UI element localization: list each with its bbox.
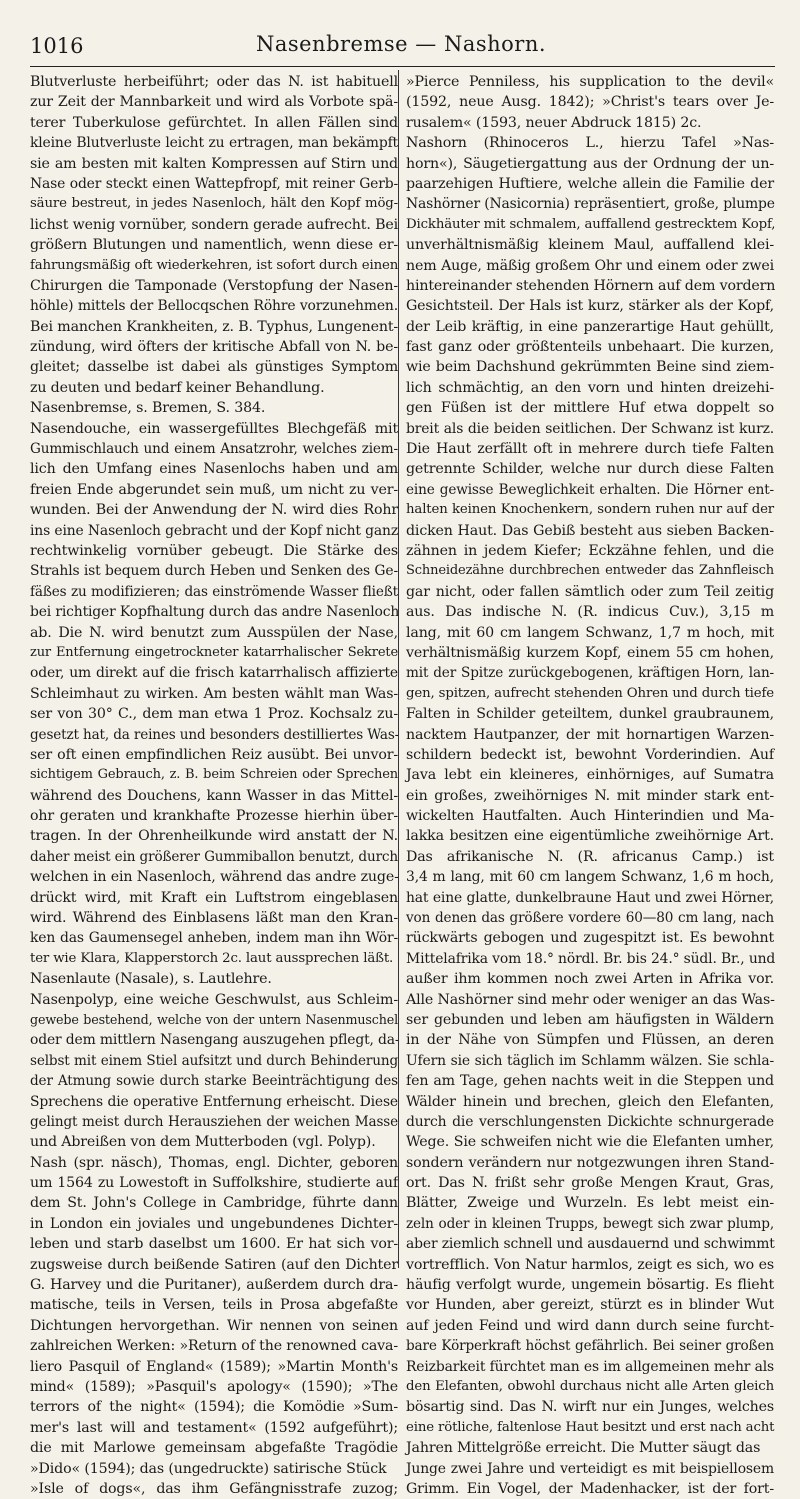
text-line: Dickhäuter mit schmalem, auffallend gestrecktem Kopf, (406, 216, 776, 232)
text-line: eine gewisse Beweglichkeit erhalten. Die Hörner ent- (406, 481, 774, 498)
text-line: aus. Das indische N. (R. indicus Cuv.), 3,15 m (406, 604, 774, 621)
text-line: paarzehigen Huftiere, welche allein die Familie der (406, 175, 774, 192)
left-column (30, 72, 400, 1497)
text-line: »Isle of dogs«, das ihm Gefängnisstrafe zuzog; (30, 1480, 398, 1497)
page-number: 1016 (30, 34, 84, 58)
text-line: gen Füßen ist der mittlere Huf etwa doppelt so (406, 400, 774, 417)
text-line: in der Nähe von Sümpfen und Flüssen, an deren (406, 1032, 774, 1049)
text-line: Falten in Schilder geteiltem, dunkel graubraunem, (406, 706, 774, 723)
text-line: oder, um direkt auf die frisch katarrhalisch affizierte (30, 665, 398, 682)
text-line: terer Tuberkulose gefürchtet. In allen Fällen sind (30, 114, 398, 131)
text-line: lichst wenig vornüber, sondern gerade aufrecht. Bei (30, 216, 398, 233)
text-line: Blutverluste herbeiführt; oder das N. ist habituell (30, 74, 398, 90)
text-line: verhältnismäßig kurzem Kopf, einem 55 cm hohen, (406, 644, 774, 661)
text-line: nacktem Hautpanzer, der mit hornartigen Warzen- (406, 726, 774, 743)
text-line: rückwärts gebogen und zugespitzt ist. Es bewohnt (406, 930, 774, 947)
text-line: sie am besten mit kalten Kompressen auf Stirn und (30, 155, 398, 172)
text-line: ab. Die N. wird benutzt zum Ausspülen der Nase, (30, 624, 398, 641)
text-line: Schleimhaut zu wirken. Am besten wählt man Was- (30, 685, 398, 702)
text-line: mit der Spitze zurückgebogenen, kräftigen Horn, lan- (406, 665, 774, 682)
text-line: eine rötliche, faltenlose Haut besitzt und erst nach acht (406, 1419, 775, 1435)
text-line: »Dido« (1594); das (ungedruckte) satirische Stück (30, 1460, 387, 1477)
text-line: Wälder hinein und brechen, gleich den Elefanten, (406, 1093, 774, 1110)
text-line: lich schmächtig, an den vorn und hinten dreizehi- (406, 379, 774, 396)
text-line: nem Auge, mäßig großem Ohr und einem oder zwei (406, 257, 774, 274)
text-line: Schneidezähne durchbrechen entweder das Zahnfleisch (406, 563, 774, 579)
text-line: durch die verschlungensten Dickichte schnurgerade (406, 1113, 774, 1130)
text-line: zur Entfernung eingetrockneter katarrhalischer Sekrete (30, 644, 398, 660)
column-divider (398, 70, 399, 1268)
text-line: hat eine glatte, dunkelbraune Haut und zwei Hörner, (406, 889, 774, 906)
text-line: zähnen in jedem Kiefer; Eckzähne fehlen, und die (406, 542, 774, 559)
text-line: Java lebt ein kleineres, einhörniges, auf Sumatra (406, 767, 774, 784)
text-line: sichtigem Gebrauch, z. B. beim Schreien oder Sprechen (30, 767, 398, 783)
text-line: terrors of the night« (1594); die Komödie »Sum- (30, 1399, 398, 1416)
text-line: ser gebunden und leben am häufigsten in Wäldern (406, 1011, 774, 1028)
text-line: Mittelafrika vom 18.° nördl. Br. bis 24.° südl. Br., und (406, 950, 776, 967)
text-line: ins eine Nasenloch gebracht und der Kopf nicht ganz (30, 522, 398, 539)
text-line: wunden. Bei der Anwendung der N. wird dies Rohr (30, 502, 398, 519)
text-line: welchen in ein Nasenloch, während das andre zuge- (30, 869, 399, 886)
text-line: Ufern sie sich täglich im Schlamm wälzen. Sie schla- (406, 1052, 774, 1069)
page-header (30, 28, 772, 62)
text-line: Strahls ist bequem durch Heben und Senken des Ge- (30, 563, 398, 580)
text-line: Grimm. Ein Vogel, der Madenhacker, ist der fort- (406, 1480, 774, 1497)
text-line: gesetzt hat, da reines und besonders destilliertes Was- (30, 726, 400, 743)
text-line: Nashörner (Nasicornia) repräsentiert, große, plumpe (406, 196, 775, 213)
text-line: zahlreichen Werken: »Return of the renowned cava- (30, 1338, 398, 1355)
text-line: G. Harvey und die Puritaner), außerdem durch dra- (30, 1277, 398, 1294)
text-line: und Abreißen von dem Mutterboden (vgl. Polyp). (30, 1134, 376, 1151)
text-line: zur Zeit der Mannbarkeit und wird als Vorbote spä- (30, 94, 398, 111)
text-line: höhle) mittels der Bellocqschen Röhre vorzunehmen. (30, 298, 398, 315)
text-line: ort. Das N. frißt sehr große Mengen Kraut, Gras, (406, 1175, 774, 1192)
text-line: Sprechens die operative Entfernung erheischt. Diese (30, 1093, 398, 1110)
text-line: ohr geraten und krankhafte Prozesse hierhin über- (30, 808, 398, 825)
text-line: lakka besitzen eine eigentümliche zweihörnige Art. (406, 828, 774, 845)
text-line: Alle Nashörner sind mehr oder weniger an das Was- (406, 991, 775, 1008)
text-line: fahrungsmäßig oft wiederkehren, ist sofort durch einen (30, 257, 399, 273)
text-line: freien Ende abgerundet sein muß, um nicht zu ver- (30, 481, 398, 498)
text-line: zündung, wird öfters der kritische Abfall von N. be- (30, 339, 398, 356)
text-line: ter wie Klara, Klapperstorch 2c. laut aussprechen läßt. (30, 950, 394, 966)
text-line: aber ziemlich schnell und ausdauernd und schwimmt (406, 1236, 775, 1253)
running-head: Nasenbremse — Nashorn. (255, 32, 547, 56)
text-line: ken das Gaumensegel anheben, indem man ihn Wör- (30, 930, 398, 947)
text-line: getrennte Schilder, welche nur durch diese Falten (406, 461, 774, 478)
text-line: »Pierce Penniless, his supplication to the devil« (406, 74, 774, 90)
text-line: mind« (1589); »Pasquil's apology« (1590); »The (30, 1379, 398, 1395)
text-line: von denen das größere vordere 60—80 cm lang, nach (406, 910, 774, 927)
text-line: (1592, neue Ausg. 1842); »Christ's tears over Je- (406, 94, 774, 111)
text-line: säure bestreut, in jedes Nasenloch, hält den Kopf mög- (30, 196, 398, 212)
text-line: gleitet; dasselbe ist dabei als günstiges Symptom (30, 359, 398, 376)
text-line: Gummischlauch und einem Ansatzrohr, welches ziem- (30, 441, 398, 458)
text-line: wie beim Dachshund gekrümmten Beine sind ziem- (406, 359, 774, 376)
text-line: Nase oder steckt einen Wattepfropf, mit reiner Gerb- (30, 175, 398, 192)
text-line: gelingt meist durch Herausziehen der weichen Masse (30, 1113, 398, 1130)
text-line: lang, mit 60 cm langem Schwanz, 1,7 m hoch, mit (406, 624, 774, 641)
text-line: vor Hunden, aber gereizt, stürzt es in blinder Wut (406, 1297, 774, 1314)
text-line: Bei manchen Krankheiten, z. B. Typhus, Lungenent- (30, 318, 399, 335)
text-line: ser von 30° C., dem man etwa 1 Proz. Kochsalz zu- (30, 706, 398, 723)
text-line: mer's last will and testament« (1592 aufgeführt); (30, 1419, 398, 1436)
text-line: dicken Haut. Das Gebiß besteht aus sieben Backen- (406, 522, 774, 539)
text-line: wickelten Hautfalten. Auch Hinterindien und Ma- (406, 808, 774, 825)
text-line: bösartig sind. Das N. wirft nur ein Junges, welches (406, 1399, 774, 1416)
text-line: Das afrikanische N. (R. africanus Camp.) ist (406, 848, 774, 865)
text-line: Blätter, Zweige und Wurzeln. Es lebt meist ein- (406, 1195, 774, 1212)
text-line: fast ganz oder größtenteils unbehaart. Die kurzen, (406, 339, 774, 356)
text-line: leben und starb daselbst um 1600. Er hat sich vor- (30, 1236, 398, 1253)
text-line: horn«), Säugetiergattung aus der Ordnung der un- (406, 155, 774, 172)
text-line: zeln oder in kleinen Trupps, bewegt sich zwar plump, (406, 1215, 774, 1232)
text-line: oder dem mittlern Nasengang auszugehen pflegt, da- (30, 1032, 400, 1049)
text-line: Junge zwei Jahre und verteidigt es mit beispiellosem (406, 1460, 774, 1477)
right-column (406, 72, 776, 1497)
text-line: Chirurgen die Tamponade (Verstopfung der Nasen- (30, 277, 398, 294)
text-line: Nasenlaute (Nasale), s. Lautlehre. (30, 971, 272, 988)
text-line: matische, teils in Versen, teils in Prosa abgefaßte (30, 1297, 398, 1314)
text-line: Nasenbremse, s. Bremen, S. 384. (30, 400, 266, 417)
text-line: ein großes, zweihörniges N. mit minder stark ent- (406, 787, 774, 804)
text-line: Nasenpolyp, eine weiche Geschwulst, aus Schleim- (30, 991, 398, 1008)
text-line: selbst mit einem Stiel aufsitzt und durch Behinderung (30, 1052, 398, 1069)
text-line: der Leib kräftig, in eine panzerartige Haut gehüllt, (406, 318, 774, 335)
text-line: Dichtungen hervorgethan. Wir nennen von seinen (30, 1317, 398, 1334)
text-line: vortrefflich. Von Natur harmlos, zeigt es sich, wo es (406, 1256, 774, 1273)
text-line: häufig verfolgt wurde, ungemein bösartig. Es flieht (406, 1277, 774, 1294)
text-line: zugsweise durch beißende Satiren (auf den Dichter (30, 1256, 398, 1273)
text-line: die mit Marlowe gemeinsam abgefaßte Tragödie (30, 1440, 398, 1457)
text-line: außer ihm kommen noch zwei Arten in Afrika vor. (406, 971, 774, 988)
text-line: fen am Tage, gehen nachts weit in die Steppen und (406, 1073, 774, 1090)
text-line: während des Douchens, kann Wasser in das Mittel- (30, 787, 398, 804)
text-line: den Elefanten, obwohl durchaus nicht alle Arten gleich (406, 1379, 774, 1394)
text-line: Die Haut zerfällt oft in mehrere durch tiefe Falten (406, 441, 774, 458)
text-line: bare Körperkraft höchst gefährlich. Bei seiner großen (406, 1338, 774, 1355)
text-line: bei richtiger Kopfhaltung durch das andre Nasenloch (30, 604, 400, 621)
text-line: unverhältnismäßig kleinem Maul, auffallend klei- (406, 237, 774, 254)
text-line: drückt wird, mit Kraft ein Luftstrom eingeblasen (30, 889, 398, 906)
text-line: kleine Blutverluste leicht zu ertragen, man bekämpft (30, 135, 398, 152)
text-line: größern Blutungen und namentlich, wenn diese er- (30, 237, 398, 254)
text-line: Wege. Sie schweifen nicht wie die Elefanten umher, (406, 1134, 774, 1151)
text-line: liero Pasquil of England« (1589); »Martin Month's (30, 1358, 398, 1375)
text-line: rechtwinkelig vornüber gebeugt. Die Stärke des (30, 542, 398, 559)
text-line: breit als die beiden seitlichen. Der Schwanz ist kurz. (406, 420, 774, 437)
text-line: zu deuten und bedarf keiner Behandlung. (30, 379, 325, 396)
text-line: Jahren Mittelgröße erreicht. Die Mutter säugt das (406, 1440, 761, 1457)
text-line: dem St. John's College in Cambridge, führte dann (30, 1195, 398, 1212)
text-line: fäßes zu modifizieren; das einströmende Wasser fließt (30, 583, 398, 600)
text-line: tragen. In der Ohrenheilkunde wird anstatt der N. (30, 828, 398, 845)
text-line: halten keinen Knochenkern, sondern ruhen nur auf der (406, 502, 774, 518)
text-line: der Atmung sowie durch starke Beeinträchtigung des (30, 1073, 398, 1090)
text-line: wird. Während des Einblasens läßt man den Kran- (30, 910, 398, 927)
text-line: gen, spitzen, aufrecht stehenden Ohren und durch tiefe (406, 685, 774, 701)
text-line: daher meist ein größerer Gummiballon benutzt, durch (30, 848, 398, 865)
header-rule (30, 66, 775, 67)
text-line: Reizbarkeit fürchtet man es im allgemeinen mehr als (406, 1358, 774, 1375)
text-line: rusalem« (1593, neuer Abdruck 1815) 2c. (406, 114, 702, 131)
text-line: Nasendouche, ein wassergefülltes Blechgefäß mit (30, 420, 398, 437)
text-line: hintereinander stehenden Hörnern auf dem vordern (406, 277, 776, 294)
text-line: Gesichtsteil. Der Hals ist kurz, stärker als der Kopf, (406, 298, 774, 315)
text-line: ser oft einen empfindlichen Reiz ausübt. Bei unvor- (30, 746, 398, 763)
text-line: sondern verändern nur notgezwungen ihren Stand- (406, 1154, 774, 1171)
text-line: auf jeden Feind und wird dann durch seine furcht- (406, 1317, 774, 1334)
text-line: in London ein joviales und ungebundenes Dichter- (30, 1215, 398, 1232)
text-line: Nashorn (Rhinoceros L., hierzu Tafel »Nas- (406, 135, 774, 152)
text-line: gewebe bestehend, welche von der untern Nasenmuschel (30, 1011, 398, 1027)
text-line: Nash (spr. näsch), Thomas, engl. Dichter, geboren (30, 1154, 398, 1171)
text-line: lich den Umfang eines Nasenlochs haben und am (30, 461, 398, 478)
text-line: um 1564 zu Lowestoft in Suffolkshire, studierte auf (30, 1175, 398, 1192)
text-line: 3,4 m lang, mit 60 cm langem Schwanz, 1,6 m hoch, (406, 869, 774, 886)
text-line: schildern bedeckt ist, bewohnt Vorderindien. Auf (406, 746, 774, 763)
text-line: gar nicht, oder fallen sämtlich oder zum Teil zeitig (406, 583, 774, 600)
